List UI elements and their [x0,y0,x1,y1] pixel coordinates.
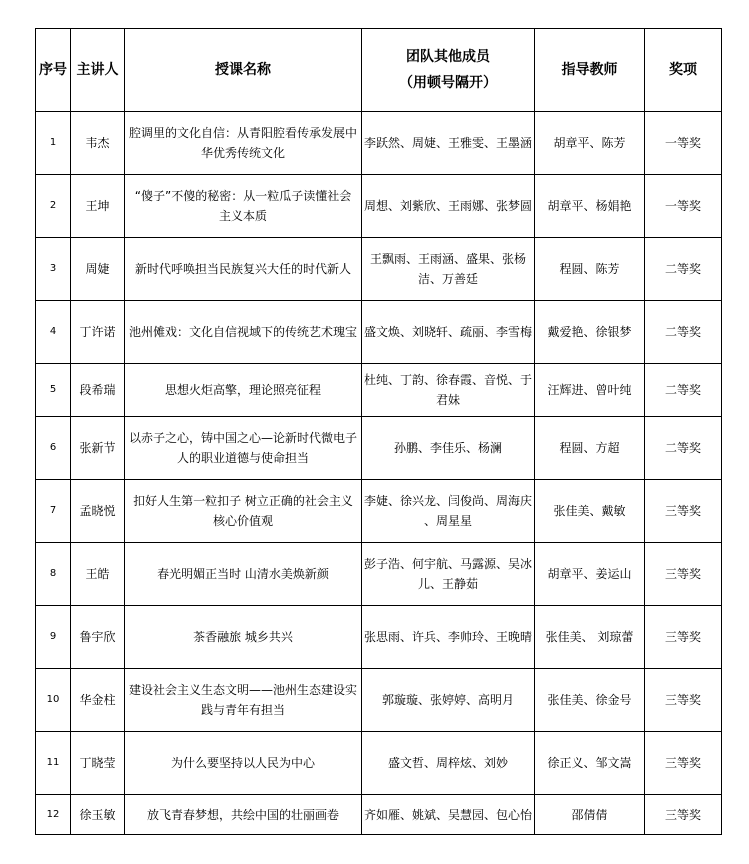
cell-award: 三等奖 [645,543,722,606]
cell-award: 一等奖 [645,112,722,175]
header-lecturer: 主讲人 [71,29,125,112]
cell-lecturer: 丁许诺 [71,301,125,364]
table-row [36,732,722,795]
cell-advisor: 汪辉进、曾叶纯 [535,364,645,417]
header-index: 序号 [36,29,71,112]
cell-index: 5 [36,364,71,417]
cell-lecturer: 孟晓悦 [71,480,125,543]
table-row [36,795,722,835]
table-row [36,112,722,175]
cell-index: 10 [36,669,71,732]
cell-award: 三等奖 [645,669,722,732]
header-row [36,29,722,112]
cell-lecturer: 丁晓莹 [71,732,125,795]
cell-lecturer: 鲁宇欣 [71,606,125,669]
cell-award: 二等奖 [645,364,722,417]
cell-index: 3 [36,238,71,301]
cell-advisor: 胡章平、姜运山 [535,543,645,606]
cell-index: 4 [36,301,71,364]
cell-index: 2 [36,175,71,238]
cell-advisor: 徐正义、邹文嵩 [535,732,645,795]
cell-index: 7 [36,480,71,543]
cell-members: 张思雨、许兵、李帅玲、王晚晴 [362,606,535,669]
cell-members: 彭子浩、何宇航、马露源、吴冰儿、王静茹 [362,543,535,606]
cell-members: 周想、刘紫欣、王雨娜、张梦圆 [362,175,535,238]
cell-index: 9 [36,606,71,669]
cell-members: 盛文哲、周梓炫、刘妙 [362,732,535,795]
cell-lecturer: 周婕 [71,238,125,301]
cell-lecturer: 张新节 [71,417,125,480]
cell-lecturer: 段希瑞 [71,364,125,417]
table-row [36,480,722,543]
cell-award: 二等奖 [645,301,722,364]
cell-advisor: 程圆、方超 [535,417,645,480]
cell-award: 二等奖 [645,238,722,301]
cell-topic: 放飞青春梦想，共绘中国的壮丽画卷 [125,795,362,835]
cell-lecturer: 王坤 [71,175,125,238]
cell-topic: 建设社会主义生态文明——池州生态建设实践与青年有担当 [125,669,362,732]
cell-award: 三等奖 [645,606,722,669]
header-advisor: 指导教师 [535,29,645,112]
cell-award: 三等奖 [645,480,722,543]
cell-members: 郭璇璇、张婷婷、高明月 [362,669,535,732]
header-members-line2: （用顿号隔开） [399,75,497,91]
cell-lecturer: 徐玉敏 [71,795,125,835]
cell-index: 11 [36,732,71,795]
cell-topic: 思想火炬高擎，理论照亮征程 [125,364,362,417]
cell-lecturer: 韦杰 [71,112,125,175]
table-row [36,669,722,732]
cell-members: 齐如雁、姚斌、吴慧园、包心怡 [362,795,535,835]
cell-topic: 以赤子之心，铸中国之心—论新时代微电子人的职业道德与使命担当 [125,417,362,480]
cell-advisor: 张佳美、戴敏 [535,480,645,543]
cell-topic: 池州傩戏：文化自信视域下的传统艺术瑰宝 [125,301,362,364]
cell-index: 12 [36,795,71,835]
awards-table [35,28,722,835]
cell-award: 三等奖 [645,732,722,795]
table-row [36,364,722,417]
table-row [36,606,722,669]
cell-topic: 茶香融旅 城乡共兴 [125,606,362,669]
table-row [36,543,722,606]
table-row [36,175,722,238]
cell-members: 杜纯、丁韵、徐春霞、音悦、于君妹 [362,364,535,417]
cell-advisor: 戴爱艳、徐银梦 [535,301,645,364]
table-row [36,238,722,301]
cell-members: 王飘雨、王雨涵、盛果、张杨洁、万善廷 [362,238,535,301]
cell-advisor: 邵倩倩 [535,795,645,835]
cell-lecturer: 王皓 [71,543,125,606]
cell-topic: 为什么要坚持以人民为中心 [125,732,362,795]
cell-advisor: 胡章平、杨娟艳 [535,175,645,238]
cell-topic: “傻子”不傻的秘密：从一粒瓜子读懂社会主义本质 [125,175,362,238]
cell-award: 三等奖 [645,795,722,835]
cell-index: 1 [36,112,71,175]
cell-advisor: 张佳美、 刘琼蕾 [535,606,645,669]
header-members [362,29,535,112]
cell-members: 李跃然、周婕、王雅雯、王墨涵 [362,112,535,175]
cell-topic: 腔调里的文化自信：从青阳腔看传承发展中华优秀传统文化 [125,112,362,175]
cell-advisor: 胡章平、陈芳 [535,112,645,175]
cell-advisor: 程圆、陈芳 [535,238,645,301]
cell-index: 6 [36,417,71,480]
cell-lecturer: 华金柱 [71,669,125,732]
cell-index: 8 [36,543,71,606]
cell-advisor: 张佳美、徐金号 [535,669,645,732]
header-topic: 授课名称 [125,29,362,112]
cell-topic: 新时代呼唤担当民族复兴大任的时代新人 [125,238,362,301]
cell-award: 二等奖 [645,417,722,480]
table-row [36,301,722,364]
table-row [36,417,722,480]
header-members-line1: 团队其他成员 [406,49,490,65]
cell-award: 一等奖 [645,175,722,238]
cell-topic: 扣好人生第一粒扣子 树立正确的社会主义核心价值观 [125,480,362,543]
cell-topic: 春光明媚正当时 山清水美焕新颜 [125,543,362,606]
header-award: 奖项 [645,29,722,112]
cell-members: 孙鹏、李佳乐、杨澜 [362,417,535,480]
cell-members: 盛文焕、刘晓轩、疏丽、李雪梅 [362,301,535,364]
cell-members: 李婕、徐兴龙、闫俊尚、周海庆 、周星星 [362,480,535,543]
